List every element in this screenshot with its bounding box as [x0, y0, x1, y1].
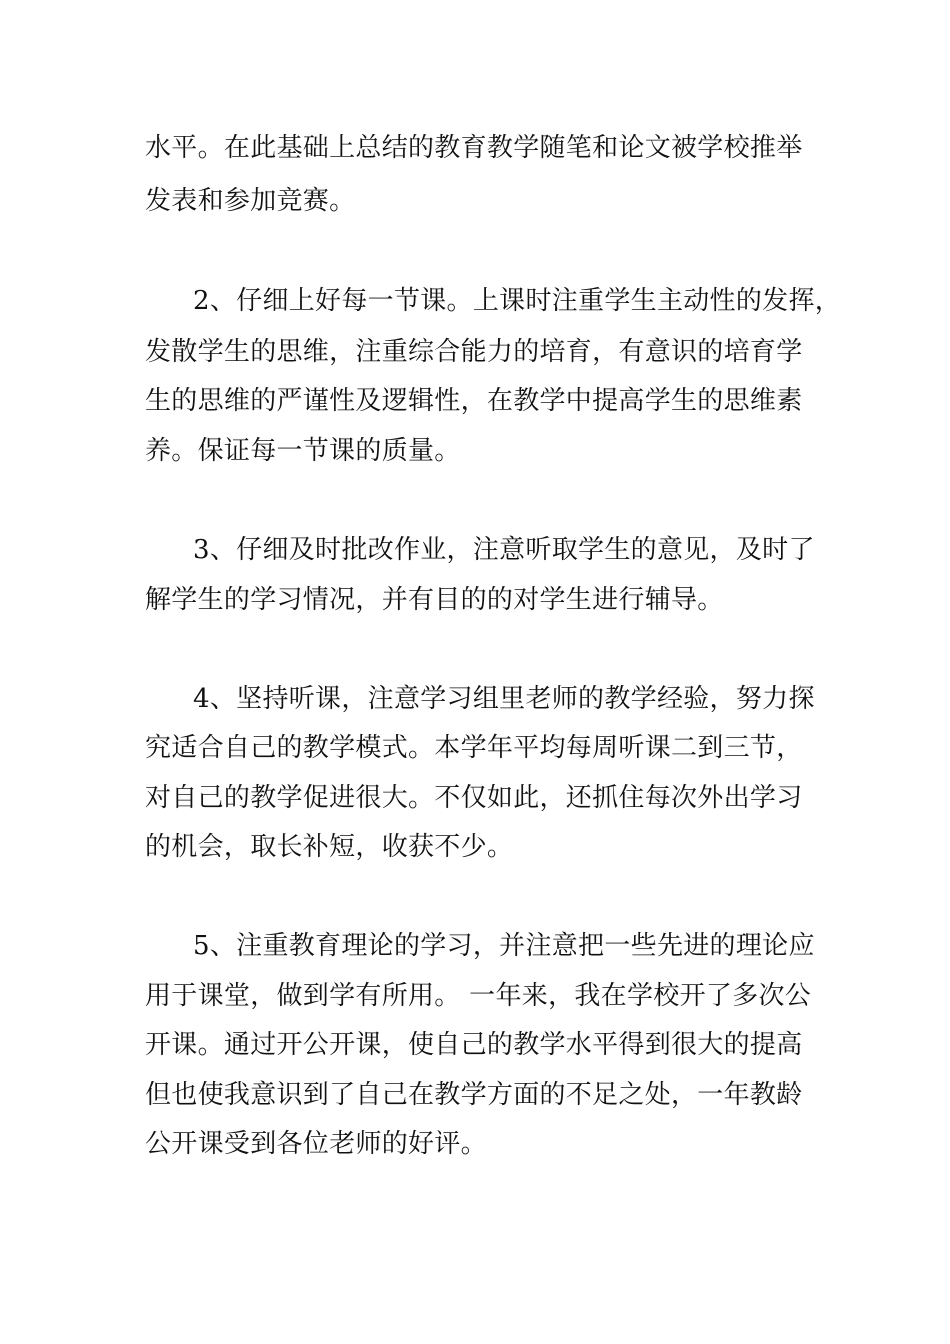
- paragraph-4-line-3: 对自己的教学促进很大。不仅如此，还抓住每次外出学习: [145, 783, 803, 813]
- paragraph-3-line-1: 3、仔细及时批改作业，注意听取学生的意见，及时了: [193, 535, 815, 565]
- paragraph-3-line-2: 解学生的学习情况，并有目的的对学生进行辅导。: [145, 585, 724, 615]
- paragraph-5-line-3: 开课。通过开公开课，使自己的教学水平得到很大的提高: [145, 1030, 803, 1060]
- paragraph-5-line-2: 用于课堂，做到学有所用。 一年来，我在学校开了多次公: [145, 981, 812, 1011]
- paragraph-1-line-1: 水平。在此基础上总结的教育教学随笔和论文被学校推举: [145, 133, 803, 163]
- paragraph-5-line-1: 5、注重教育理论的学习，并注意把一些先进的理论应: [193, 931, 815, 961]
- paragraph-4-line-1: 4、坚持听课，注意学习组里老师的教学经验，努力探: [193, 684, 815, 714]
- paragraph-4-line-2: 究适合自己的教学模式。本学年平均每周听课二到三节，: [145, 733, 803, 763]
- paragraph-2-line-2: 发散学生的思维，注重综合能力的培育，有意识的培育学: [145, 337, 803, 367]
- paragraph-2-line-4: 养。保证每一节课的质量。: [145, 436, 461, 466]
- paragraph-2-line-1: 2、仔细上好每一节课。上课时注重学生主动性的发挥，: [193, 286, 842, 316]
- paragraph-4-line-4: 的机会，取长补短，收获不少。: [145, 832, 514, 862]
- paragraph-1-line-2: 发表和参加竞赛。: [145, 186, 356, 216]
- paragraph-5-line-5: 公开课受到各位老师的好评。: [145, 1129, 487, 1159]
- paragraph-2-line-3: 生的思维的严谨性及逻辑性，在教学中提高学生的思维素: [145, 386, 803, 416]
- paragraph-5-line-4: 但也使我意识到了自己在教学方面的不足之处，一年教龄: [145, 1080, 803, 1110]
